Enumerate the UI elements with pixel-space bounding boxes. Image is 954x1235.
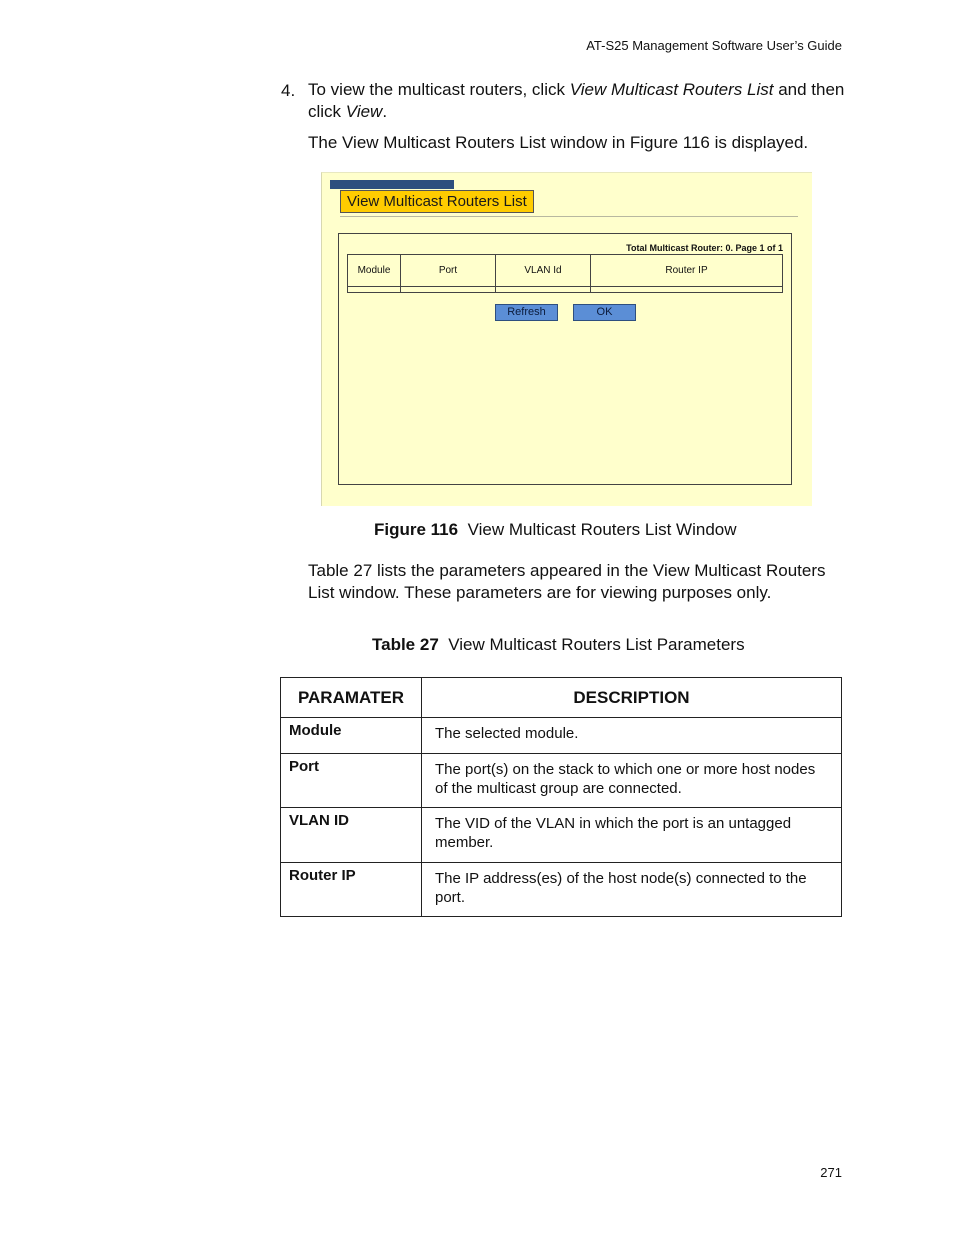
table-row — [281, 718, 842, 754]
column-header-router-ip: Router IP — [591, 255, 783, 287]
param-name: VLAN ID — [281, 808, 422, 863]
refresh-button[interactable]: Refresh — [495, 304, 558, 321]
window-title: View Multicast Routers List — [340, 190, 534, 213]
param-description: The IP address(es) of the host node(s) connected to the port. — [422, 863, 842, 917]
ok-button[interactable]: OK — [573, 304, 636, 321]
running-header: AT-S25 Management Software User’s Guide — [586, 38, 842, 53]
table-row — [281, 808, 842, 863]
table-row — [281, 863, 842, 917]
figure-caption: Figure 116 View Multicast Routers List Window — [374, 520, 737, 539]
header-parameter: PARAMATER — [281, 678, 422, 718]
routers-table — [347, 254, 783, 293]
view-option-name: View — [345, 102, 383, 121]
column-header-port: Port — [401, 255, 496, 287]
table-header-row — [281, 678, 842, 718]
param-name: Router IP — [281, 863, 422, 917]
table-row — [281, 754, 842, 808]
table-cell — [591, 287, 783, 293]
menu-option-name: View Multicast Routers List — [569, 80, 774, 99]
table-caption: Table 27 View Multicast Routers List Parameters — [372, 635, 745, 654]
table-cell — [496, 287, 591, 293]
router-summary: Total Multicast Router: 0. Page 1 of 1 — [626, 243, 783, 253]
parameters-table — [280, 677, 842, 917]
routers-panel — [338, 233, 792, 485]
param-name: Module — [281, 718, 422, 754]
table-intro: Table 27 lists the parameters appeared in the View Multicast Routers List window. These parameters are for viewing purposes only. — [308, 561, 826, 602]
step-number: 4. — [281, 81, 296, 100]
column-header-module: Module — [348, 255, 401, 287]
header-description: DESCRIPTION — [422, 678, 842, 718]
param-description: The selected module. — [422, 718, 842, 754]
param-description: The VID of the VLAN in which the port is an untagged member. — [422, 808, 842, 863]
page-number: 271 — [820, 1165, 842, 1180]
param-description: The port(s) on the stack to which one or more host nodes of the multicast group are connected. — [422, 754, 842, 808]
param-name: Port — [281, 754, 422, 808]
figure-intro: The View Multicast Routers List window in Figure 116 is displayed. — [308, 133, 809, 152]
table-cell — [348, 287, 401, 293]
column-header-vlan-id: VLAN Id — [496, 255, 591, 287]
figure-screenshot — [321, 172, 812, 506]
step-instruction: To view the multicast routers, click View Multicast Routers List and then click View. — [308, 80, 845, 121]
window-title-bar — [330, 180, 454, 189]
title-divider — [340, 216, 798, 217]
table-cell — [401, 287, 496, 293]
